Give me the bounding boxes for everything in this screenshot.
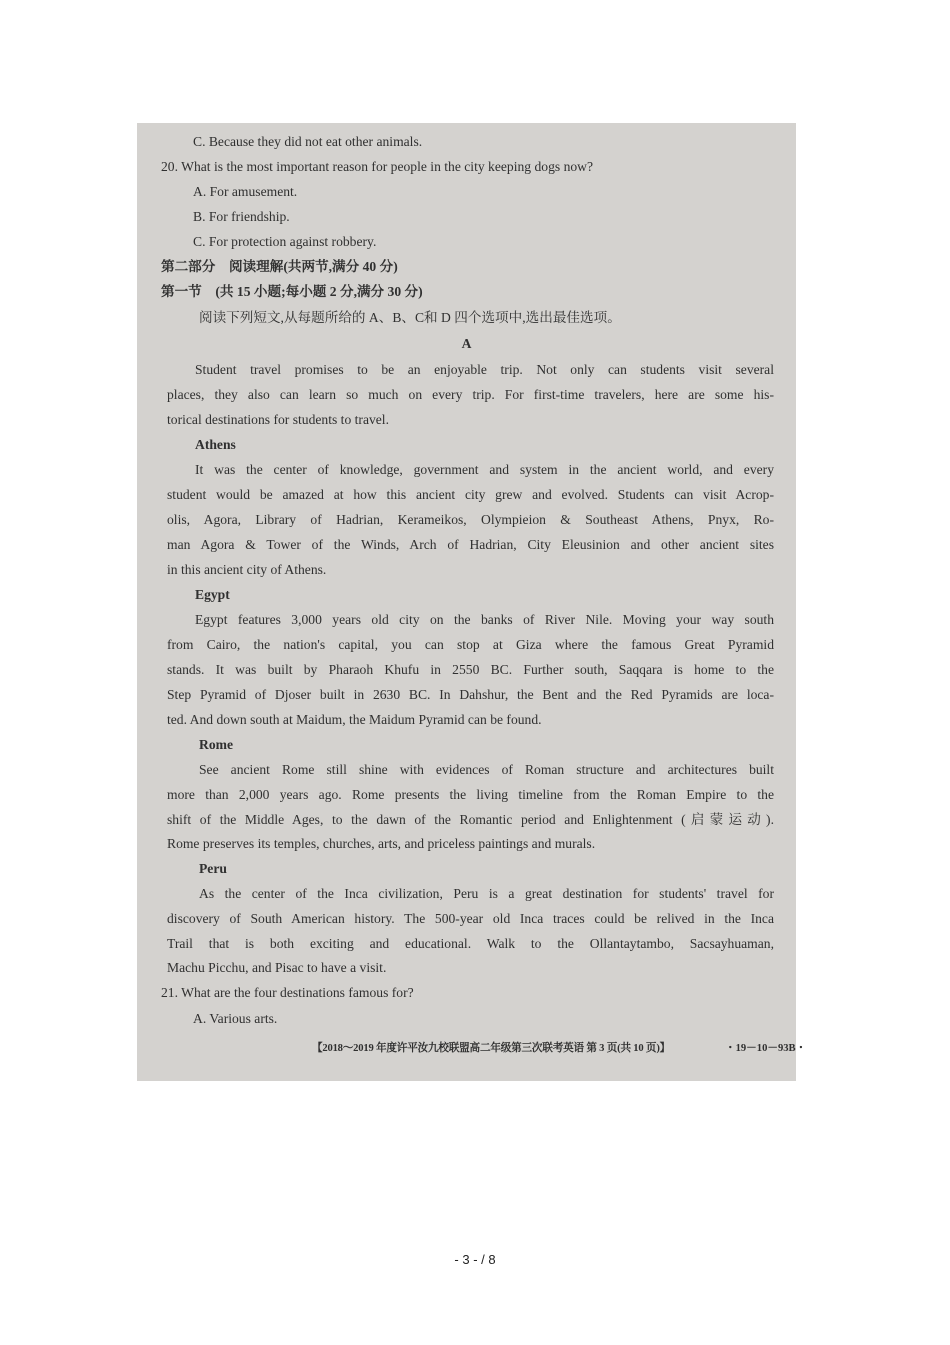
athens-line-5: in this ancient city of Athens. bbox=[167, 562, 327, 577]
egypt-line-5: ted. And down south at Maidum, the Maidum Pyramid can be found. bbox=[167, 712, 542, 727]
section-one-heading: 第一节 (共 15 小题;每小题 2 分,满分 30 分) bbox=[161, 284, 423, 299]
rome-heading: Rome bbox=[199, 737, 233, 752]
q21-option-a: A. Various arts. bbox=[193, 1011, 278, 1026]
q20-option-b: B. For friendship. bbox=[193, 209, 290, 224]
intro-line-2: places, they also can learn so much on every trip. For first-time travelers, here are some his- bbox=[167, 387, 774, 402]
rome-line-1: See ancient Rome still shine with evidences of Roman structure and architectures built bbox=[199, 762, 774, 777]
exam-footer-code: ・19－10－93B・ bbox=[725, 1043, 807, 1054]
athens-line-1: It was the center of knowledge, government and system in the ancient world, and every bbox=[195, 462, 774, 477]
q21-question: 21. What are the four destinations famous for? bbox=[161, 985, 414, 1000]
scanned-exam-page bbox=[137, 123, 807, 1081]
egypt-line-1: Egypt features 3,000 years old city on the banks of River Nile. Moving your way south bbox=[195, 612, 774, 627]
athens-line-4: man Agora & Tower of the Winds, Arch of Hadrian, City Eleusinion and other ancient sites bbox=[167, 537, 774, 552]
intro-line-1: Student travel promises to be an enjoyable trip. Not only can students visit several bbox=[195, 362, 774, 377]
egypt-line-3: stands. It was built by Pharaoh Khufu in 2550 BC. Further south, Saqqara is home to the bbox=[167, 662, 774, 677]
athens-line-3: olis, Agora, Library of Hadrian, Kerameikos, Olympieion & Southeast Athens, Pnyx, Ro- bbox=[167, 512, 774, 527]
egypt-heading: Egypt bbox=[195, 587, 230, 602]
athens-heading: Athens bbox=[195, 437, 236, 452]
part-two-heading: 第二部分 阅读理解(共两节,满分 40 分) bbox=[161, 259, 398, 274]
exam-footer-title: 【2018～2019 年度许平汝九校联盟高二年级第三次联考英语 第 3 页(共 10 页)】 bbox=[312, 1043, 671, 1054]
peru-line-2: discovery of South American history. The 500-year old Inca traces could be relived in the Inca bbox=[167, 911, 774, 926]
intro-line-3: torical destinations for students to travel. bbox=[167, 412, 389, 427]
q20-option-a: A. For amusement. bbox=[193, 184, 298, 199]
passage-label: A bbox=[461, 336, 472, 351]
q19-option-c: C. Because they did not eat other animals. bbox=[193, 134, 423, 149]
instructions: 阅读下列短文,从每题所给的 A、B、C和 D 四个选项中,选出最佳选项。 bbox=[199, 310, 621, 325]
egypt-line-2: from Cairo, the nation's capital, you can stop at Giza where the famous Great Pyramid bbox=[167, 637, 774, 652]
peru-line-1: As the center of the Inca civilization, Peru is a great destination for students' travel for bbox=[199, 886, 774, 901]
rome-line-2: more than 2,000 years ago. Rome presents the living timeline from the Roman Empire to the bbox=[167, 787, 774, 802]
rome-line-3: shift of the Middle Ages, to the dawn of the Romantic period and Enlightenment (启蒙运动). bbox=[167, 812, 774, 827]
rome-line-4: Rome preserves its temples, churches, arts, and priceless paintings and murals. bbox=[167, 836, 596, 851]
peru-heading: Peru bbox=[199, 861, 227, 876]
q20-question: 20. What is the most important reason for people in the city keeping dogs now? bbox=[161, 159, 594, 174]
peru-line-3: Trail that is both exciting and educational. Walk to the Ollantaytambo, Sacsayhuaman, bbox=[167, 936, 774, 951]
egypt-line-4: Step Pyramid of Djoser built in 2630 BC. In Dahshur, the Bent and the Red Pyramids are loca- bbox=[167, 687, 774, 702]
page-number: - 3 - / 8 bbox=[454, 1252, 496, 1267]
q20-option-c: C. For protection against robbery. bbox=[193, 234, 377, 249]
peru-line-4: Machu Picchu, and Pisac to have a visit. bbox=[167, 960, 387, 975]
athens-line-2: student would be amazed at how this ancient city grew and evolved. Students can visit Acrop- bbox=[167, 487, 774, 502]
